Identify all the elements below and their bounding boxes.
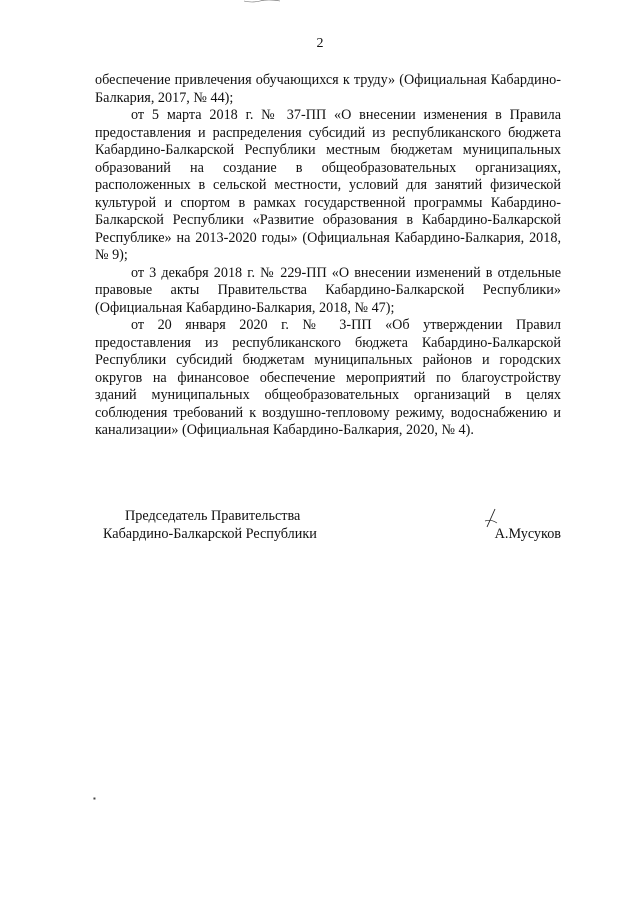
paragraph-resolution-37-pp: от 5 марта 2018 г. № 37-ПП «О внесении изменения в Правила предоставления и распределения субсидий из республиканского бюджета Кабардино-Балкарской Республики местным бюджетам муниципальных образований на создание в общеобразовательных организациях, расположенных в сельской местности, условий для занятий физической культурой и спортом в рамках государственной программы Кабардино-Балкарской Республики «Развитие образования в Кабардино-Балкарской Республике» на 2013-2020 годы» (Официальная Кабардино-Балкария, 2018, № 9); bbox=[95, 107, 561, 263]
document-body bbox=[95, 72, 561, 440]
scan-artifact-mark bbox=[242, 0, 282, 3]
page-number: 2 bbox=[316, 36, 324, 51]
signatory-name: А.Мусуков bbox=[494, 526, 561, 542]
signature-block bbox=[95, 507, 561, 543]
signatory-title-line-2: Кабардино-Балкарской Республики bbox=[103, 526, 317, 542]
signatory-title-line-1: Председатель Правительства bbox=[125, 508, 301, 524]
paragraph-continuation: обеспечение привлечения обучающихся к труду» (Официальная Кабардино-Балкария, 2017, № 44); bbox=[95, 72, 561, 106]
paragraph-resolution-229-pp: от 3 декабря 2018 г. № 229-ПП «О внесении изменений в отдельные правовые акты Правительства Кабардино-Балкарской Республики» (Официальная Кабардино-Балкария, 2018, № 47); bbox=[95, 264, 561, 316]
paragraph-resolution-3-pp: от 20 января 2020 г. № 3-ПП «Об утверждении Правил предоставления из республиканского бюджета Кабардино-Балкарской Республики субсидий бюджетам муниципальных районов и городских округов на финансовое обеспечение мероприятий по благоустройству зданий муниципальных общеобразовательных организаций в целях соблюдения требований к воздушно-тепловому режиму, водоснабжению и канализации» (Официальная Кабардино-Балкария, 2020, № 4). bbox=[95, 317, 561, 438]
scan-artifact-dot: ▪ bbox=[93, 794, 96, 803]
